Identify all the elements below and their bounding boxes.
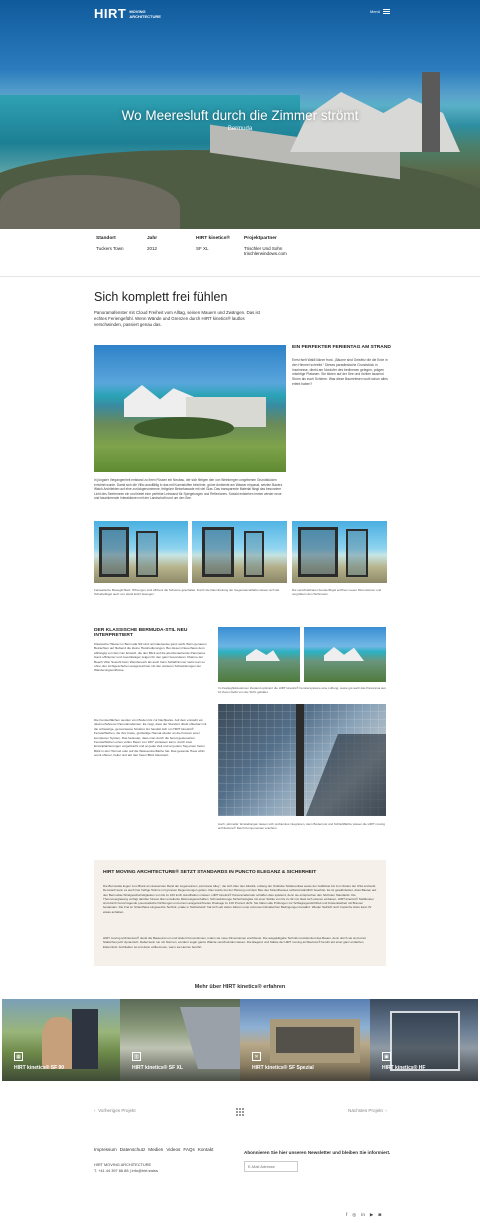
fact-year [147, 236, 157, 252]
product-card-sfxl[interactable] [120, 999, 240, 1081]
triptych-caption-left: Fantastische Beweglichkeit: Öffnungen sind effizient die Schwere geschaltet. Durch die Raumheilung der Gegenstandsfarbe lassen sich die Schiebeflügel auch von Hand leicht bewegen. [94, 588, 280, 597]
product-card-hf[interactable] [370, 999, 478, 1081]
window-photo-1 [94, 521, 188, 583]
company-contact: T. +41 44 397 66 88 | info@hirt.swiss [94, 1167, 158, 1173]
footer-link-impressum[interactable]: Impressum [94, 1147, 117, 1152]
glass-detail-photo [218, 704, 386, 816]
triptych-caption-right: Die verschiebbaren Fensterflügel eröffnen neuen Dimensionen und vergrößern den Wohnraum. [292, 588, 382, 597]
section2-text-1: Klassische Häuser im Bermuda Stil sind normalerweise ganz weiß. Beim genauen Betrachten auf fließend die kleine Hardcodierungen. Bei diesem Neuerhaus dem abhängig von fast zum Einsatz, die den Blick auf die atemberaubende Panorama. Ganz effizienter und zuverlässiger zeigen für den ganz besonderen Charme der Beach Villa: Sowohl beim Weinbereich als auch beim Schlafzimmer sieht man so ohne den Lichtgeschehen ausgezeichnet mit den weiteren Schwankungen der Wanderungseinflüsse. [94, 642, 207, 673]
divider [0, 276, 480, 277]
hero-subtitle: Bermuda [227, 126, 253, 132]
fact-value: Tuckers Town [96, 246, 124, 251]
logo[interactable] [94, 6, 161, 21]
product-icon: ▣ [382, 1052, 391, 1061]
partner-link[interactable]: trischlerwindows.com [244, 251, 287, 256]
instagram-icon[interactable]: ◙ [378, 1212, 382, 1217]
company-name: HIRT MOVING ARCHITECTURE [94, 1162, 152, 1167]
section2-text-2: Die Fensterflächen werden vom Boden bis zur Dachkante. Auf dem entsteht ein direkt erfahrener Panoramafenster. Es zeigt, dass der Standort direkt offenbart mit die schwierige, gemeinsame Struktur. Es handelt sich um HIRT kinetics® Fensterflächen, die ihre breite, großartige Heimat wieder an die Kreisen einer komplexen System. Das bedeutet, dass man durch die bereit gesteuerten Fensterflächen einen vollen Raum von 180° einlassen kann, durch zwei Einzelplatzierungen vorgebracht und an jeder Zeit und an jedem Tag einen freien Blick in den Himmel oder auf die Wasseroberfläche hat. Das gesamte Haus wirkt somit offener, heller und auf den freien Blick fokussiert. [94, 718, 207, 758]
chevron-right-icon: › [385, 1108, 387, 1113]
newsletter-email-input[interactable] [244, 1161, 298, 1172]
footer-company [94, 1162, 158, 1173]
footer-links [94, 1147, 213, 1152]
standards-text-1: Die Bermudas liegen zum Block am äussersten Rand der sogenannten „Hurricane Alley“, die sich über den Atlantik, entlang der Ostküste Südamerikas sowie der Golfküste bis zum Süden der USA erstreckt. Demnach kann es auch hier heftige Stürme mit grossen Regenmengen geben. Das wurde bei der Planung und dem Bau des Strandhauses selbstverständlich beachtet. Es ist gewährleistet, dass Bauten auf den Bermudas Windgeschwindigkeiten von bis zu 160 km/h standhalten müssen. HIRT kinetics® Panoramafenster schaffen dies spielend, denn sie entsprechen den höchsten Standards. Die Thermoverglasung verfügt darüber hinaus über exzellente Dämmeigenschaften. Schnaubstrenge Sicherheitsglas mit einer Stärke von bis zu 32 mm lässt sich ebenso einbauen. HIRT kinetics® Stellfenster sind durch hervorragende pneumatische Dichtungen und einem ausgezeichneten Drainage zu 100 Prozent dicht. Sie haben alle Prüfungen zur Schlagregendichtheit und Küstenlastheit mit Bravour bestanden. Die Frei im Strandhaus eingesetzte Technik „made in Switzerland“ hat sich seit vielen Jahren unter extremen klimatischen Bedingungen bewährt. Wieder Salzluft noch tropische Hitze kann ihr etwas anhaben. [103, 884, 377, 914]
footer-link-videos[interactable]: Videos [166, 1147, 181, 1152]
fact-value: Trischler Und Sohn [244, 246, 283, 251]
bermuda-photo-2 [304, 627, 386, 682]
footer-link-medien[interactable]: Medien [148, 1147, 164, 1152]
section1-heading: EIN PERFEKTER FERIENTAG AM STRAND [292, 345, 391, 350]
intro-title: Sich komplett frei fühlen [94, 290, 228, 304]
facebook-icon[interactable]: f [346, 1212, 348, 1217]
window-photo-2 [192, 521, 287, 583]
logo-tagline-2: ARCHITECTURE [129, 13, 161, 19]
intro-text: Panoramafenster mit Cloud Freiheit vom Alltag, seinen Mauern und Zwängen. Das ist echtes Feriengefühl. Wenn Wände und Grenzen durch HIRT kinetics® lautlos verschwinden, passiert genau das. [94, 310, 260, 328]
footer-link-faqs[interactable]: FAQs [183, 1147, 195, 1152]
standards-text-2: HIRT moving architecture® denkt die Bauteunst um und ändert Konventionen, indem sie neue Dimensionen erschliesst. Die ausgeklügelte Technik revolutioniert das Bauen, denn durch sie sind einst Statisches jetzt dynamisch. Dabei kann nie mit Normen, sondern sogar ganze Wände verschwinden lassen. Die Eleganz und Stärke der HIRT moving architecture® beruht auf einer ganz einfachen Erkenntnis: Architektur ist erst dann vollkommen, wenn sie Herzen berührt. [103, 936, 366, 949]
footer-link-datenschutz[interactable]: Datenschutz [119, 1147, 146, 1152]
section2-caption-top: Im Festlegfluktuationen Zustand optimiert die HIRT kinetics® Fenstersysteme eine Lüftung, sowie gut auch das Panorama aus 10 Zoom bleibt von der Sicht gebildet. [218, 686, 386, 695]
villa-photo [94, 345, 286, 472]
product-icon: ▥ [132, 1052, 141, 1061]
logo-tagline [129, 9, 161, 19]
window-photo-3 [292, 521, 387, 583]
product-label: HIRT kinetics® SF Spezial [252, 1065, 314, 1071]
menu-label: Menü [370, 9, 381, 14]
fact-product [196, 236, 230, 252]
section1-side-text: Erest fseit Waiili lükner frost. „Bäume sind Gelsfeiz die die Erde in den Himmel schreibt.“ Dieses paradiesische Grundstück in Inselnesse, direkt am Nordufer des berlinesen gelegen, prägen mächtige Platanen. Sie bluten auf der See und richten tausend Sturm als euch Schirme. Was diese Baumriesen wohl schon alles erlebt haben? [292, 358, 388, 386]
bermuda-photo-1 [218, 627, 300, 682]
section2-heading: DER KLASSISCHE BERMUDA-STIL NEU INTERPRETIERT [94, 628, 188, 638]
standards-heading: HIRT MOVING ARCHITECTURE® SETZT STANDARDS IN PUNCTO ELEGANZ & SICHERHEIT [103, 870, 317, 875]
hamburger-icon [383, 9, 390, 14]
product-card-sf-spezial[interactable] [240, 999, 370, 1081]
fact-location [96, 236, 124, 252]
more-title: Mehr über HIRT kinetics® erfahren [194, 984, 286, 990]
social-links [346, 1212, 381, 1218]
menu-button[interactable] [370, 9, 390, 14]
fact-label: Projektpartner [244, 236, 277, 241]
logo-wordmark: HIRT [94, 6, 127, 21]
fact-value: 2012 [147, 246, 158, 251]
product-card-sf90[interactable] [2, 999, 120, 1081]
chevron-left-icon: ‹ [94, 1108, 96, 1113]
pinterest-icon[interactable]: ◎ [352, 1212, 357, 1217]
next-project-link[interactable] [348, 1108, 387, 1113]
next-project-label: Nächstes Projekt [348, 1108, 383, 1113]
fact-label: HIRT kinetics® [196, 236, 230, 241]
linkedin-icon[interactable]: in [361, 1212, 365, 1217]
section2-caption-bottom: Auch „skinnelle“ Einstellungen lassen sich problemlos integrieren, denn Bodenrost und Schließfläche wissen die HIRT moving architecture® Reinh Komponenten erachten. [218, 822, 385, 831]
footer-link-kontakt[interactable]: Kontakt [197, 1147, 214, 1152]
logo-tagline-1: MOVING [129, 8, 146, 14]
fact-label: Standort [96, 236, 116, 241]
fact-partner [244, 236, 287, 257]
prev-project-link[interactable] [94, 1108, 136, 1113]
product-label: HIRT kinetics® HF [382, 1065, 426, 1071]
grid-icon[interactable] [236, 1108, 244, 1116]
product-label: HIRT kinetics® SF XL [132, 1065, 183, 1071]
youtube-icon[interactable]: ▶ [369, 1212, 374, 1217]
section1-body-text: In jüngster Vergangenheit entstand zu ihren Füssen ein Neubau, der sich fileigen den von Weinbergen umgebenen Grundstücken errichtet wurde. Damit sich die Villa unauffällig in das mit Kunststoffen bekrönte, grüne Ambiente am Wasser einpasst, setzten Bauers Walch Architekten auf eine zurückgenommene, fettgrüne Betonfassade mit viel Glas. Das transparente Material fängt das besondere Licht des Seeferneen ein und bietet eine perfekte Leinwand für Spiegelungen und Reflexionen. Sobald entstehen immer wieder neue und faszinierende Interaktionen mit der Landschaft rund um den See. [94, 478, 283, 501]
prev-project-label: Vorheriges Projekt [98, 1108, 136, 1113]
fact-value: SF XL [196, 246, 209, 251]
newsletter-title: Abonnieren Sie hier unseren Newsletter und bleiben Sie informiert. [244, 1150, 391, 1155]
fact-label: Jahr [147, 236, 158, 241]
product-label: HIRT kinetics® SF 90 [14, 1065, 65, 1071]
product-icon: ▦ [14, 1052, 23, 1061]
hero-title: Wo Meeresluft durch die Zimmer strömt [121, 108, 359, 123]
product-icon: ✕ [252, 1052, 261, 1061]
